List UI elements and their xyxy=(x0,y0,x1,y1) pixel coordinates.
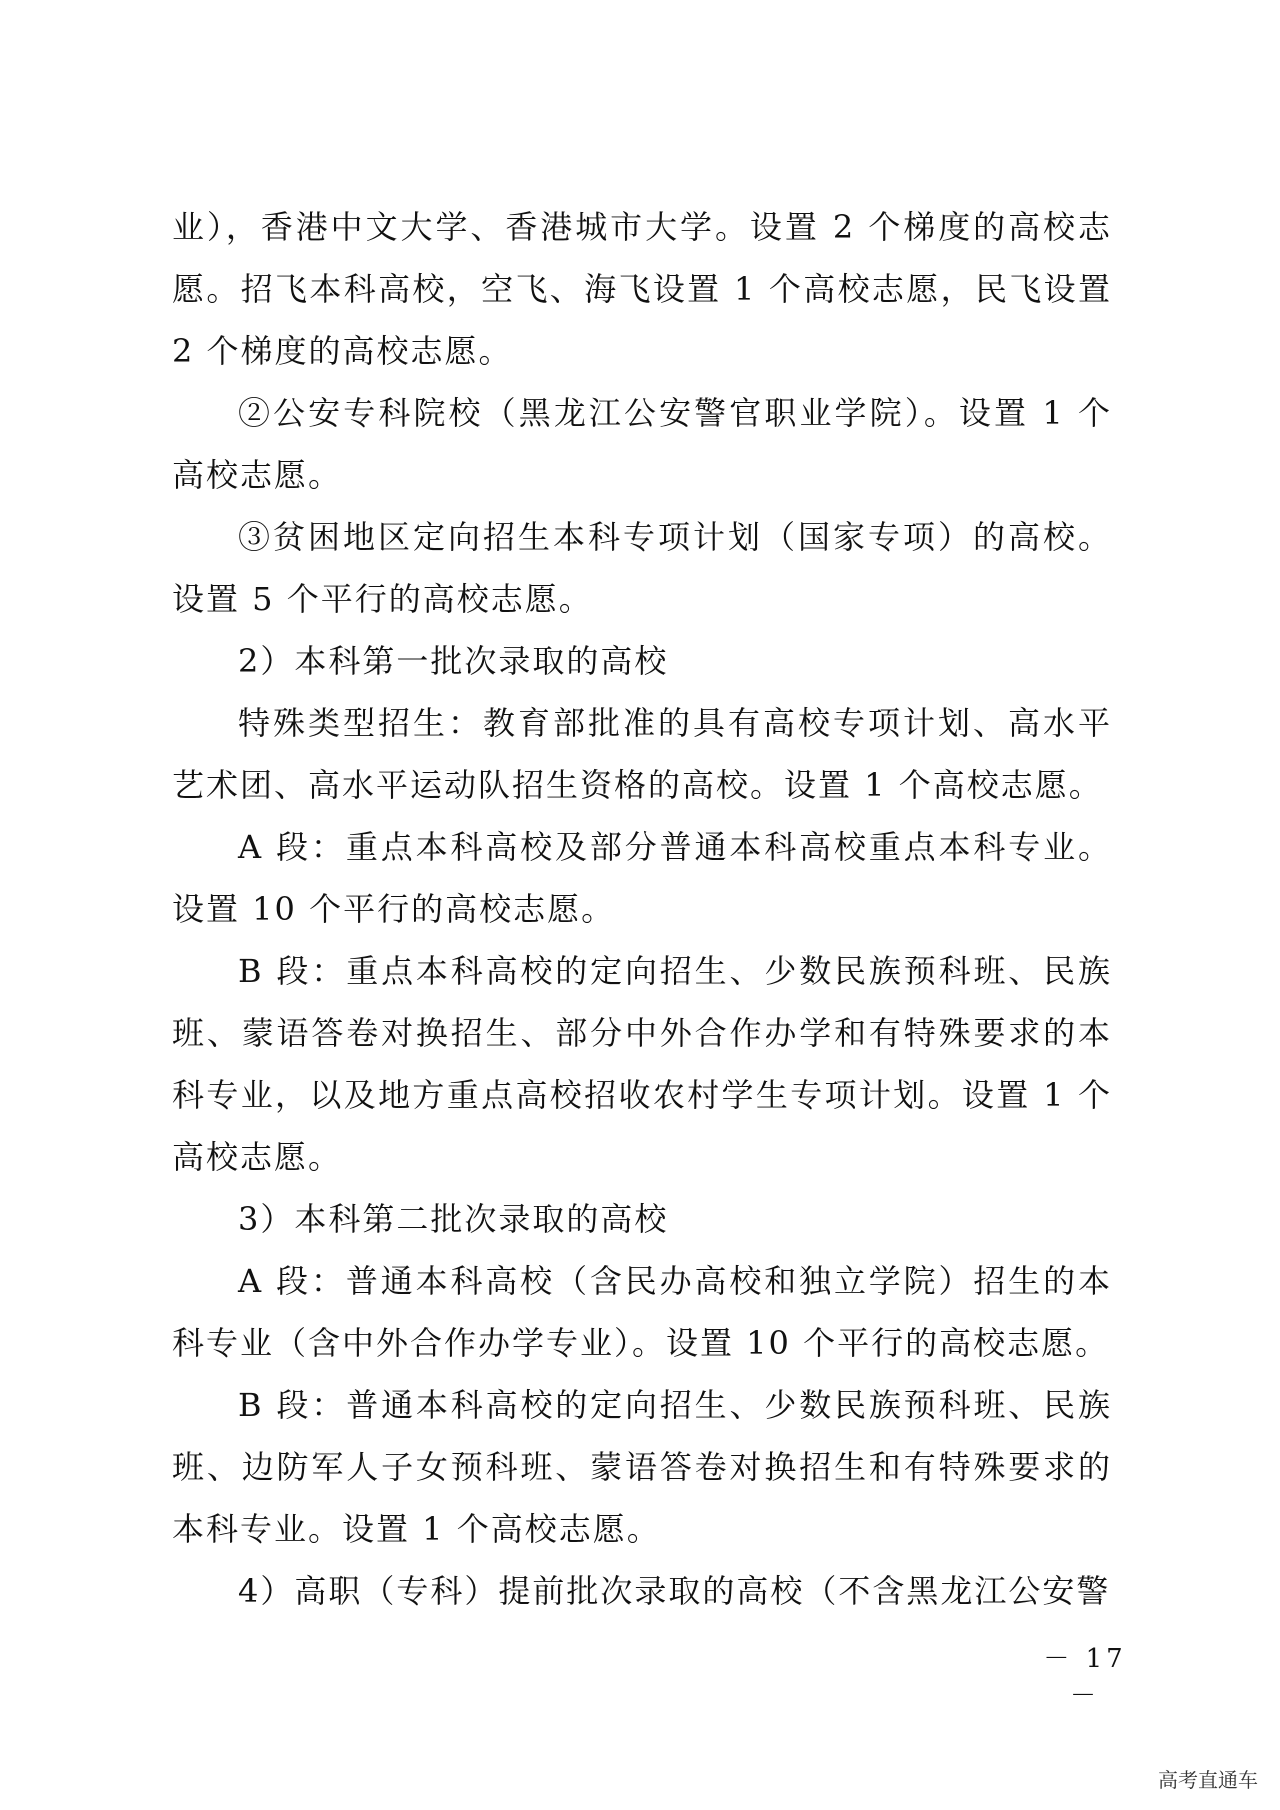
paragraph-batch1-b: B 段：重点本科高校的定向招生、少数民族预科班、民族班、蒙语答卷对换招生、部分中外合作办学和有特殊要求的本科专业，以及地方重点高校招收农村学生专项计划。设置 1 个高校志愿。 xyxy=(172,952,1112,1176)
section-heading-batch-2: 3）本科第二批次录取的高校 xyxy=(238,1200,669,1238)
document-body xyxy=(172,196,1112,1622)
page-number: － 17 － xyxy=(1043,1644,1127,1711)
section-heading-batch-1: 2）本科第一批次录取的高校 xyxy=(238,642,669,680)
paragraph-item-2: ②公安专科院校（黑龙江公安警官职业学院）。设置 1 个高校志愿。 xyxy=(172,394,1112,494)
paragraph-item-3: ③贫困地区定向招生本科专项计划（国家专项）的高校。设置 5 个平行的高校志愿。 xyxy=(172,518,1112,618)
paragraph-batch2-a: A 段：普通本科高校（含民办高校和独立学院）招生的本科专业（含中外合作办学专业）。设置 10 个平行的高校志愿。 xyxy=(172,1262,1112,1362)
paragraph-special-type: 特殊类型招生：教育部批准的具有高校专项计划、高水平艺术团、高水平运动队招生资格的高校。设置 1 个高校志愿。 xyxy=(172,704,1112,804)
section-heading-vocational: 4）高职（专科）提前批次录取的高校（不含黑龙江公安警 xyxy=(238,1572,1111,1610)
watermark-label: 高考直通车 xyxy=(1158,1768,1258,1792)
paragraph-batch2-b: B 段：普通本科高校的定向招生、少数民族预科班、民族班、边防军人子女预科班、蒙语答卷对换招生和有特殊要求的本科专业。设置 1 个高校志愿。 xyxy=(172,1386,1112,1548)
paragraph-batch1-a: A 段：重点本科高校及部分普通本科高校重点本科专业。设置 10 个平行的高校志愿。 xyxy=(172,828,1112,928)
paragraph-continuation: 业），香港中文大学、香港城市大学。设置 2 个梯度的高校志愿。招飞本科高校，空飞、海飞设置 1 个高校志愿，民飞设置 2 个梯度的高校志愿。 xyxy=(172,208,1112,370)
